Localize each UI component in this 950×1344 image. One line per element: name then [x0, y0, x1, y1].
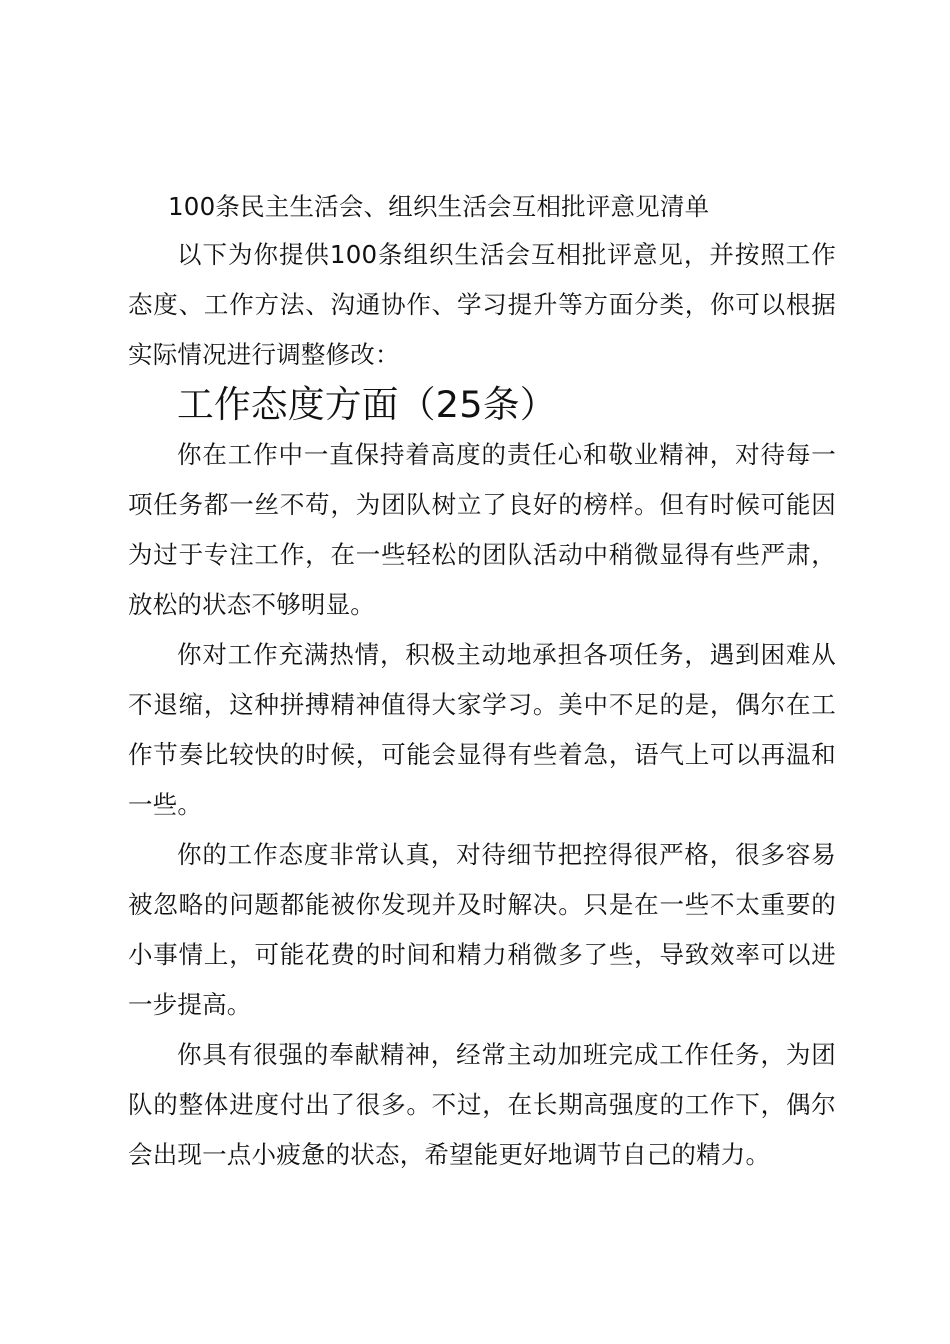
section-heading-work-attitude: 工作态度方面（25条）	[177, 383, 557, 426]
document-body	[128, 188, 836, 1180]
criticism-item: 你具有很强的奉献精神，经常主动加班完成工作任务，为团队的整体进度付出了很多。不过，在长期高强度的工作下，偶尔会出现一点小疲惫的状态，希望能更好地调节自己的精力。	[128, 1040, 836, 1169]
criticism-item: 你对工作充满热情，积极主动地承担各项任务，遇到困难从不退缩，这种拼搏精神值得大家学习。美中不足的是，偶尔在工作节奏比较快的时候，可能会显得有些着急，语气上可以再温和一些。	[128, 640, 836, 819]
criticism-item: 你的工作态度非常认真，对待细节把控得很严格，很多容易被忽略的问题都能被你发现并及时解决。只是在一些不太重要的小事情上，可能花费的时间和精力稍微多了些，导致效率可以进一步提高。	[128, 840, 836, 1019]
criticism-item: 你在工作中一直保持着高度的责任心和敬业精神，对待每一项任务都一丝不苟，为团队树立了良好的榜样。但有时候可能因为过于专注工作，在一些轻松的团队活动中稍微显得有些严肃，放松的状态不够明显。	[128, 440, 836, 619]
document-title: 100条民主生活会、组织生活会互相批评意见清单	[168, 192, 710, 221]
intro-paragraph: 以下为你提供100条组织生活会互相批评意见，并按照工作态度、工作方法、沟通协作、学习提升等方面分类，你可以根据实际情况进行调整修改：	[128, 240, 836, 369]
